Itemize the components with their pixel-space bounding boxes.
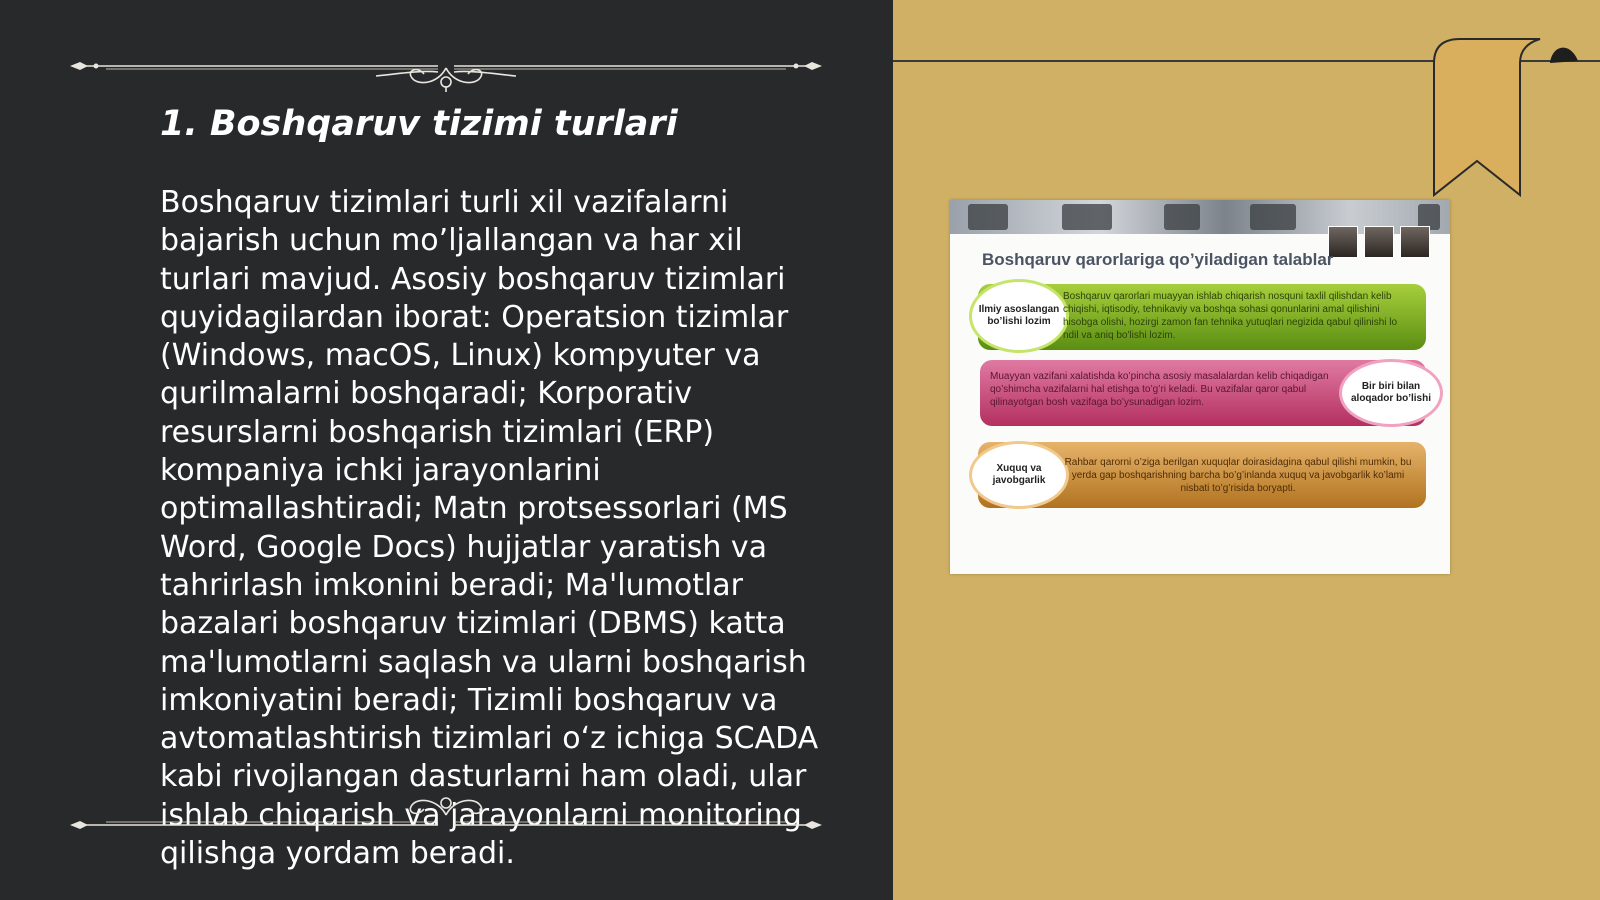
slide-body-text: Boshqaruv tizimlari turli xil vazifalarni bajarish uchun mo’ljallangan va har xil turlari mavjud. Asosiy boshqaruv tizimlari quyidagilardan iborat: Operatsion tizimlar (Windows, macOS, Linux) kompyuter va qurilmalarni boshqaradi; Korporativ resurslarni boshqarish tizimlari (ERP) kompaniya ichki jarayonlarini optimallashtiradi; Matn protsessorlari (MS Word, Google Docs) hujjatlar yaratish va tahrirlash imkonini beradi; Ma'lumotlar bazalari boshqaruv tizimlari (DBMS) katta ma'lumotlarni saqlash va ularni boshqarish imkoniyatini beradi; Tizimli boshqaruv va avtomatlashtirish tizimlari o‘z ichiga SCADA kabi rivojlangan dasturlarni ham oladi, ular ishlab chiqarish va jarayonlarni monitoring qilishga yordam beradi. bbox=[160, 185, 819, 872]
requirement-text: Muayyan vazifani xalatishda ko’pincha asosiy masalalardan kelib chiqadigan qo’shimcha vazifalarni hal etishga to’g’ri keladi. Bu vazifalar qaror qabul qilinayotgan bosh vazifaga bo’ysunadigan lozim. bbox=[990, 371, 1329, 408]
person-photo-icon bbox=[1364, 226, 1394, 258]
slide-title: 1. Boshqaruv tizimi turlari bbox=[160, 104, 678, 144]
requirement-badge: Xuquq va javobgarlik bbox=[972, 444, 1066, 506]
requirement-band-pink bbox=[980, 360, 1431, 426]
top-flourish-divider-icon bbox=[66, 42, 826, 92]
requirement-text: Rahbar qarorni o’ziga berilgan xuquqlar doirasidagina qabul qilishi mumkin, bu yerda gap boshqarishning barcha bo’g’inlanda xuquq va javobgarlik ko’lami nisbati to’g’risida boryapti. bbox=[1064, 457, 1412, 494]
requirement-text: Boshqaruv qarorlari muayyan ishlab chiqarish nosquni taxlil qilishdan kelib chiqishi, iqtisodiy, tehnikaviy va boshqa sohasi qonunlarini amal qilishini hisobga olishi, hozirgi zamon fan tehnika yutuqlari negizida qabul qilinishi lo ndil va aniq bo'lishi lozim. bbox=[1063, 291, 1398, 341]
bottom-flourish-divider-icon bbox=[66, 785, 826, 835]
person-photo-icon bbox=[1400, 226, 1430, 258]
bookmark-ribbon-icon bbox=[1420, 35, 1580, 200]
requirements-infographic bbox=[950, 200, 1450, 574]
requirement-band-green bbox=[978, 284, 1426, 350]
infographic-heading: Boshqaruv qarorlariga qo’yiladigan talablar bbox=[982, 250, 1334, 269]
requirement-badge: Ilmiy asoslangan bo’lishi lozim bbox=[972, 282, 1066, 350]
requirement-band-orange bbox=[978, 442, 1426, 508]
requirement-badge: Bir biri bilan aloqador bo’lishi bbox=[1342, 362, 1440, 424]
